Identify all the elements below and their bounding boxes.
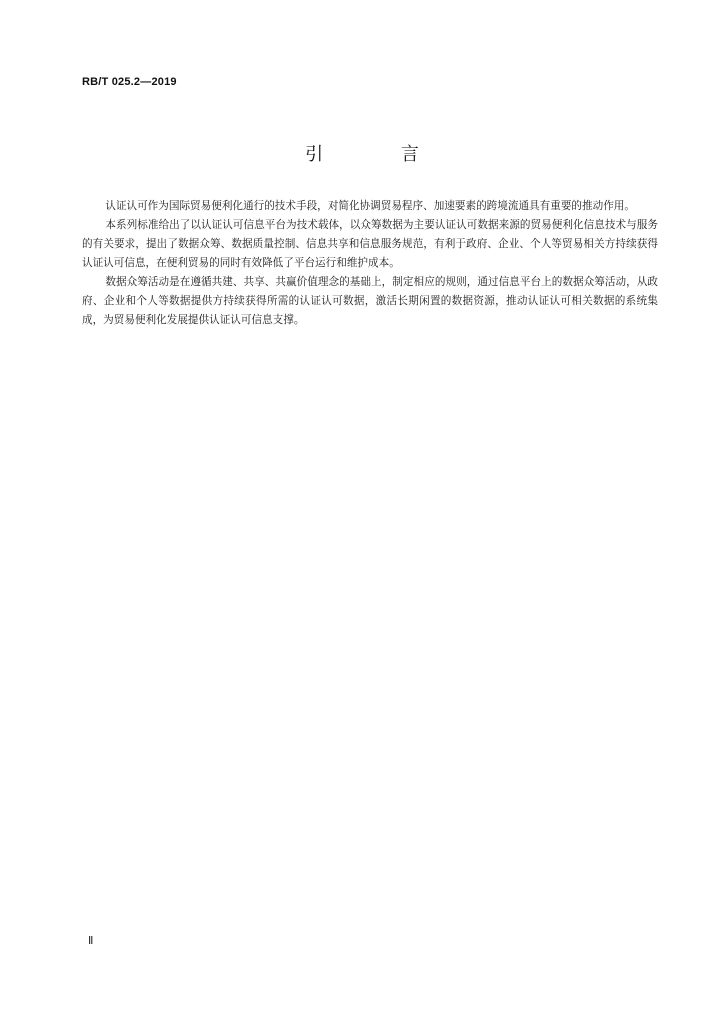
section-title: 引 言 bbox=[305, 144, 455, 165]
page-number: Ⅱ bbox=[88, 935, 94, 947]
body-text bbox=[82, 197, 658, 330]
standard-code-header: RB/T 025.2—2019 bbox=[82, 76, 177, 88]
paragraph-2: 本系列标准给出了以认证认可信息平台为技术载体，以众筹数据为主要认证认可数据来源的贸易便利化信息技术与服务的有关要求，提出了数据众筹、数据质量控制、信息共享和信息服务规范，有利于政府、企业、个人等贸易相关方持续获得认证认可信息，在便利贸易的同时有效降低了平台运行和维护成本。 bbox=[82, 219, 658, 269]
paragraph-3: 数据众筹活动是在遵循共建、共享、共赢价值理念的基础上，制定相应的规则，通过信息平台上的数据众筹活动，从政府、企业和个人等数据提供方持续获得所需的认证认可数据，激活长期闲置的数据资源，推动认证认可相关数据的系统集成，为贸易便利化发展提供认证认可信息支撑。 bbox=[82, 276, 658, 326]
paragraph-1: 认证认可作为国际贸易便利化通行的技术手段，对简化协调贸易程序、加速要素的跨境流通具有重要的推动作用。 bbox=[105, 200, 635, 212]
